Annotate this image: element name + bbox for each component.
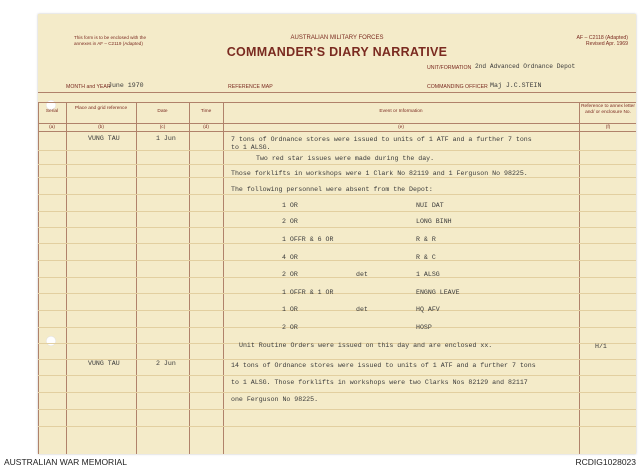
column-code: (f) xyxy=(605,125,611,130)
column-code-rule xyxy=(38,131,636,132)
absent-where: HOSP xyxy=(416,324,432,331)
column-rule xyxy=(579,102,580,454)
absent-who: 1 OR xyxy=(282,306,298,313)
entry-text: to 1 ALSG. Those forklifts in workshops were two Clarks Nos 82129 and 82117 xyxy=(231,379,528,386)
page-title: COMMANDER'S DIARY NARRATIVE xyxy=(226,45,448,59)
absent-where: LONG BINH xyxy=(416,218,452,225)
entry-date: 1 Jun xyxy=(156,135,176,142)
revised-date: Revised Apr. 1969 xyxy=(585,41,628,47)
column-head-event: Event or Information xyxy=(379,109,423,114)
absent-where: ENGNG LEAVE xyxy=(416,289,460,296)
absent-where: R & R xyxy=(416,236,436,243)
commanding-officer-label: COMMANDING OFFICER xyxy=(427,84,488,90)
form-note-line: This form is to be enclosed with the xyxy=(74,35,147,40)
column-rule xyxy=(136,102,137,454)
entry-text: one Ferguson No 98225. xyxy=(231,396,319,403)
column-head-place: Place and grid reference xyxy=(74,106,128,111)
form-note-line: annexes in AF – C2119 (Adapted) xyxy=(74,41,143,46)
entry-date: 2 Jun xyxy=(156,360,176,367)
entry-text: to 1 ALSG. xyxy=(231,144,271,151)
form-code-text: AF – C2118 (Adapted) xyxy=(576,35,628,41)
entry-place: VUNG TAU xyxy=(88,135,120,142)
footer-credit: AUSTRALIAN WAR MEMORIAL xyxy=(4,457,127,467)
org-name: AUSTRALIAN MILITARY FORCES xyxy=(290,35,384,41)
absent-det: det xyxy=(356,306,368,313)
absent-where: R & C xyxy=(416,254,436,261)
unit-value: 2nd Advanced Ordnance Depot xyxy=(475,63,576,70)
absent-who: 2 OR xyxy=(282,324,298,331)
entry-text: Two red star issues were made during the day. xyxy=(256,155,435,162)
column-code: (c) xyxy=(159,125,166,130)
absent-det: det xyxy=(356,271,368,278)
column-rule xyxy=(223,102,224,454)
entry-text: 7 tons of Ordnance stores were issued to units of 1 ATF and a further 7 tons xyxy=(231,136,532,143)
table-top-rule xyxy=(38,102,636,103)
column-code: (d) xyxy=(203,125,209,130)
column-rule xyxy=(66,102,67,454)
column-code: (e) xyxy=(398,125,404,130)
column-head-date: Date xyxy=(157,109,168,114)
column-head-time: Time xyxy=(200,109,212,114)
column-rule xyxy=(38,102,39,454)
reference-map-label: REFERENCE MAP xyxy=(228,84,273,90)
entry-text: Those forklifts in workshops were 1 Clark No 82119 and 1 Ferguson No 98225. xyxy=(231,170,528,177)
column-head-rule xyxy=(38,123,636,124)
entry-reference: H/1 xyxy=(595,343,607,350)
absent-who: 2 OR xyxy=(282,218,298,225)
absent-who: 2 OR xyxy=(282,271,298,278)
column-code: (a) xyxy=(49,125,55,130)
absent-who: 4 OR xyxy=(282,254,298,261)
column-head-serial: Serial xyxy=(45,109,59,114)
form-code xyxy=(576,35,628,47)
entry-text: Unit Routine Orders were issued on this day and are enclosed xx. xyxy=(239,342,493,349)
column-rule xyxy=(189,102,190,454)
absent-where: NUI DAT xyxy=(416,202,444,209)
footer-record-id: RCDIG1028023 xyxy=(575,457,636,467)
entry-text: 14 tons of Ordnance stores were issued to units of 1 ATF and a further 7 tons xyxy=(231,362,536,369)
month-label: MONTH and YEAR xyxy=(66,84,111,90)
punch-hole xyxy=(46,336,56,346)
entry-place: VUNG TAU xyxy=(88,360,120,367)
unit-label: UNIT/FORMATION xyxy=(427,65,472,71)
month-value: June 1970 xyxy=(108,82,144,89)
absent-where: HQ AFV xyxy=(416,306,440,313)
header-rule xyxy=(38,92,636,93)
absent-who: 1 OR xyxy=(282,202,298,209)
commanding-officer-value: Maj J.C.STEIN xyxy=(490,82,542,89)
column-code: (b) xyxy=(98,125,104,130)
absent-where: 1 ALSG xyxy=(416,271,440,278)
diary-page xyxy=(38,14,636,454)
absent-who: 1 OFFR & 1 OR xyxy=(282,289,334,296)
column-head-reference: Reference to annex letter and/ or enclosure No. xyxy=(581,104,635,115)
absent-who: 1 OFFR & 6 OR xyxy=(282,236,334,243)
entry-text: The following personnel were absent from the Depot: xyxy=(231,186,433,193)
